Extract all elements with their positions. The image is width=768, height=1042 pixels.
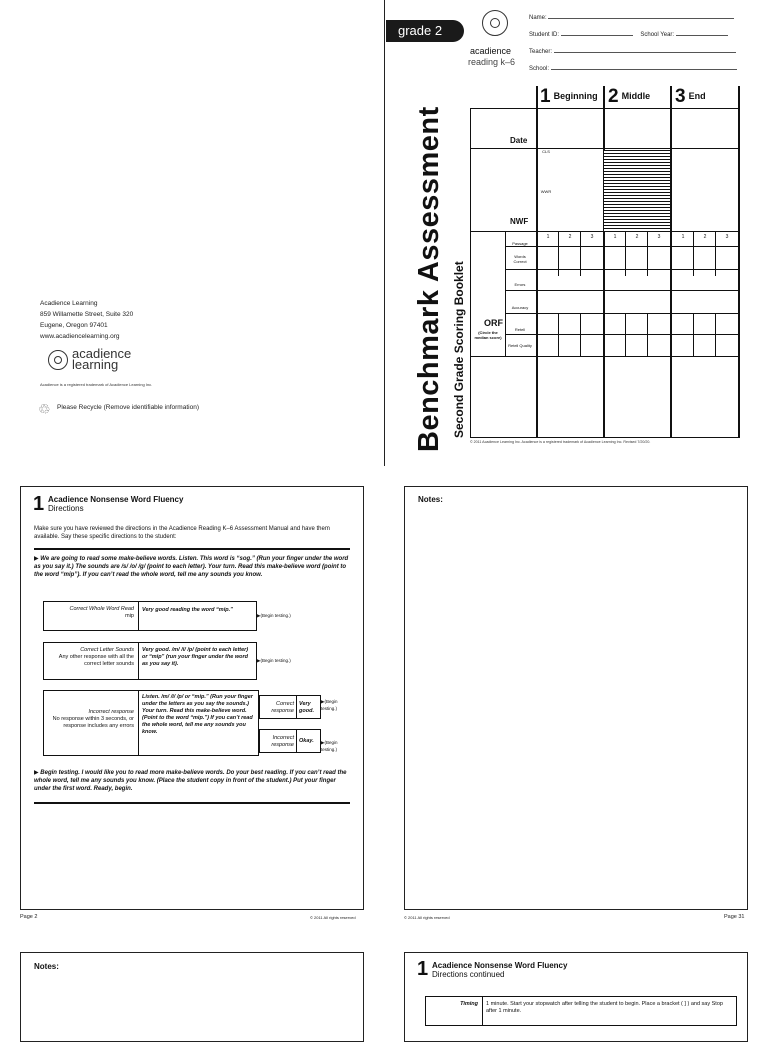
- box-response: Very good reading the word “mip.”: [142, 607, 233, 613]
- booklet-title: Benchmark Assessment: [413, 106, 445, 452]
- box-label: Correct Whole Word Read mip: [69, 606, 134, 619]
- address-line: 859 Willamette Street, Suite 320: [40, 311, 134, 318]
- passage-num: 1: [613, 234, 617, 240]
- page-subtitle: Directions: [48, 504, 84, 513]
- intro-text: Make sure you have reviewed the directions in the Acadience Reading K–6 Assessment Manual and have them available. Say these specific directions to the student:: [34, 526, 330, 540]
- name-field[interactable]: [529, 12, 734, 21]
- passage-label: Passage: [512, 241, 528, 246]
- response-box-correct-word: [43, 601, 257, 631]
- notes-title: Notes:: [418, 495, 443, 504]
- retell-label: Retell: [514, 327, 526, 332]
- page-title: Acadience Nonsense Word Fluency: [432, 961, 568, 970]
- copyright: © 2011 All rights reserved: [310, 915, 356, 920]
- copyright: © 2011 All rights reserved: [404, 915, 450, 920]
- cls-label: CLS: [542, 149, 550, 154]
- begin-testing-note: ▶(Begin testing.): [257, 613, 291, 618]
- incorrect-response-box: Incorrect response Okay.: [259, 729, 321, 753]
- measure-number: 1: [33, 493, 45, 515]
- page-divider: [384, 0, 385, 466]
- address-line: www.acadiencelearning.org: [40, 333, 120, 340]
- rule: [34, 548, 350, 550]
- wwr-label: WWR: [540, 189, 552, 194]
- notes-title: Notes:: [34, 962, 59, 971]
- cover-copyright: © 2011 Acadience Learning Inc. Acadience is a registered trademark of Acadience Learning Inc. Revised 7/20/20.: [470, 440, 651, 444]
- arrow-icon: ▶: [34, 556, 41, 562]
- box-response: Listen. /m/ /i/ /p/ or “mip.” (Run your finger under the letters as you say the sounds.) Your turn. Read this make-believe word. (Point to the word “mip.”) If you can’t read the whole word, tell me any sounds you know.: [142, 694, 253, 735]
- address-line: Acadience Learning: [40, 300, 98, 307]
- passage-num: 2: [703, 234, 707, 240]
- nwf-label: NWF: [510, 217, 529, 226]
- hatched-cell: [604, 150, 670, 232]
- begin-testing-note: ▶(Begin testing.): [257, 658, 291, 663]
- passage-num: 3: [657, 234, 661, 240]
- notes-page: [20, 952, 364, 1042]
- begin-testing-note: ▶(Begin testing.): [321, 740, 338, 752]
- passage-num: 3: [725, 234, 729, 240]
- orf-label: ORF: [484, 318, 503, 328]
- timing-row: [425, 996, 737, 1026]
- begin-testing-note: ▶(Begin testing.): [321, 699, 338, 711]
- teacher-label: Teacher:: [529, 49, 553, 55]
- student-id-field[interactable]: [529, 29, 728, 38]
- school-year-label: School Year:: [640, 32, 675, 38]
- passage-num: 1: [546, 234, 550, 240]
- publisher-address: [40, 298, 133, 342]
- script-2: ▶ Begin testing. I would like you to read more make-believe words. Do your best reading. If you can’t read the whole word, tell me any sounds you know. (Place the student copy in front of the student.) Put your finger under the first word. Ready, begin.: [34, 770, 347, 792]
- arrow-icon: ▶: [34, 770, 41, 776]
- rule: [34, 802, 350, 804]
- logo-icon: [482, 10, 508, 36]
- logo-line-2: reading k–6: [468, 57, 516, 67]
- page-subtitle: Directions continued: [432, 970, 505, 979]
- response-box-correct-sounds: [43, 642, 257, 680]
- score-grid: [470, 86, 740, 438]
- retell-quality-label: Retell Quality: [508, 343, 532, 348]
- logo-word-2: learning: [72, 357, 119, 372]
- logo-word-1: acadience: [72, 346, 132, 361]
- page-2: [20, 486, 364, 910]
- box-label: Correct Letter Sounds Any other response with all the correct letter sounds: [58, 647, 134, 667]
- passage-num: 3: [590, 234, 594, 240]
- recycle-icon: ♲: [38, 401, 51, 417]
- page-number: Page 31: [724, 914, 745, 920]
- period-beginning: 1 Beginning: [540, 86, 598, 107]
- acadience-reading-logo: [470, 10, 528, 72]
- trademark-note: Acadience is a registered trademark of Acadience Learning Inc.: [40, 382, 153, 387]
- period-end: 3 End: [675, 86, 706, 107]
- teacher-field[interactable]: [529, 46, 736, 55]
- period-middle: 2 Middle: [608, 86, 651, 107]
- passage-num: 2: [568, 234, 572, 240]
- response-box-incorrect: [43, 690, 259, 756]
- page-31: [404, 486, 748, 910]
- school-field[interactable]: [529, 63, 737, 72]
- timing-label: Timing: [460, 1001, 478, 1007]
- measure-number: 1: [417, 958, 429, 980]
- script-1: ▶ We are going to read some make-believe words. Listen. This word is “sog.” (Run your finger under the word as you say it.) The sounds are /s/ /o/ /g/ (point to each letter). Your turn. Read this make-believe word (point to the word “mip”). If you can’t read the whole word, tell me any sounds you know.: [34, 556, 349, 578]
- page-number: Page 2: [20, 914, 38, 920]
- date-label: Date: [510, 136, 528, 145]
- directions-continued-page: [404, 952, 748, 1042]
- logo-icon: [48, 350, 68, 370]
- box-label: Incorrect response No response within 3 seconds, or response includes any errors: [52, 709, 134, 729]
- name-label: Name:: [529, 15, 547, 21]
- school-label: School:: [529, 66, 550, 72]
- words-correct-label: Words Correct: [513, 254, 527, 264]
- recycle-note: Please Recycle (Remove identifiable information): [57, 404, 199, 411]
- page-title: Acadience Nonsense Word Fluency: [48, 495, 184, 504]
- errors-label: Errors: [514, 282, 526, 287]
- passage-num: 2: [635, 234, 639, 240]
- timing-text: 1 minute. Start your stopwatch after telling the student to begin. Place a bracket ( ] ) and say Stop after 1 minute.: [486, 1001, 723, 1014]
- booklet-subtitle: Second Grade Scoring Booklet: [452, 261, 466, 438]
- passage-num: 1: [681, 234, 685, 240]
- logo-line-1: acadience: [470, 46, 512, 56]
- address-line: Eugene, Oregon 97401: [40, 322, 108, 329]
- box-response: Very good. /m/ /i/ /p/ (point to each letter) or “mip” (run your finger under the word as you say it).: [142, 647, 249, 667]
- grade-tab: grade 2: [386, 20, 464, 42]
- student-id-label: Student ID:: [529, 32, 560, 38]
- orf-note: (Circle the median score): [474, 330, 502, 340]
- acadience-learning-logo: [48, 346, 158, 380]
- correct-response-box: Correct response Very good.: [259, 695, 321, 719]
- accuracy-label: Accuracy: [511, 305, 529, 310]
